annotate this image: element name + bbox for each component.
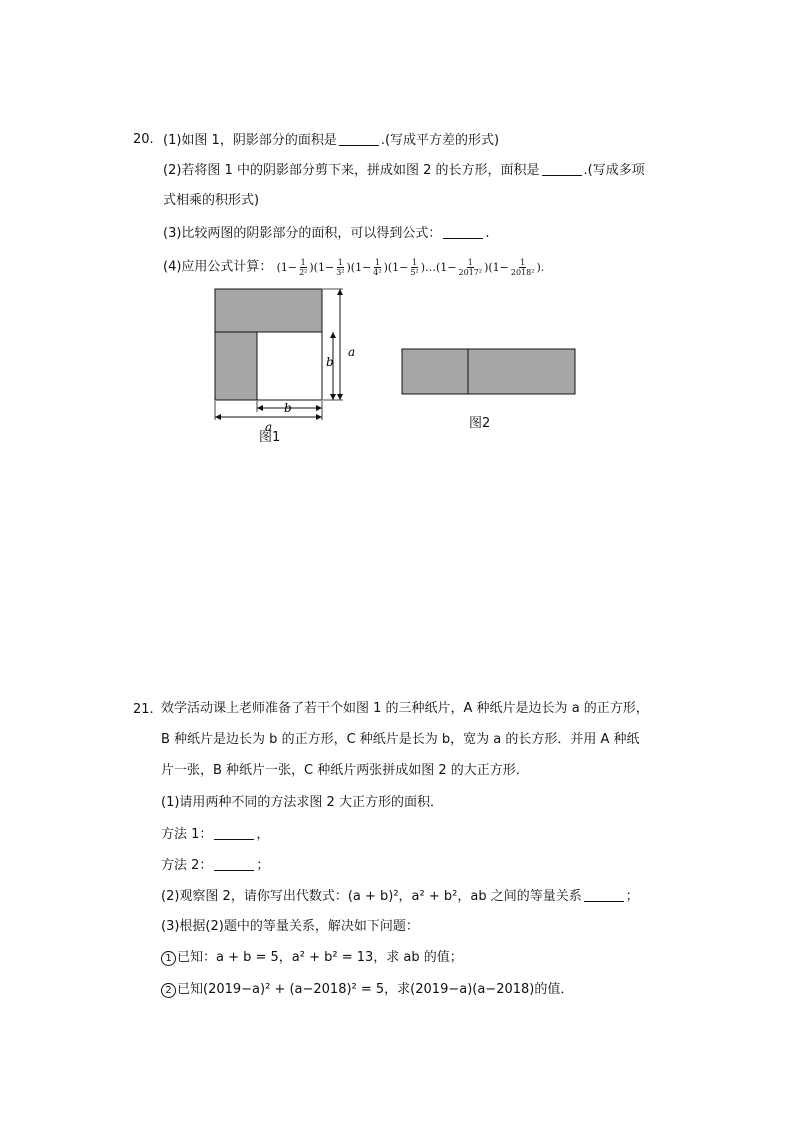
q20-part2-text: (2)若将图 1 中的阴影部分剪下来，拼成如图 2 的长方形，面积是: [163, 163, 540, 178]
circled-number-2: 2: [161, 983, 176, 998]
factor-close: ): [309, 260, 314, 274]
label-b-right: b: [326, 355, 334, 369]
q20-line-4: [163, 224, 490, 243]
factor-open: (1−: [387, 260, 409, 274]
label-b-bottom: b: [284, 401, 292, 415]
arrowhead: [337, 394, 343, 400]
q21-line-7: [161, 887, 639, 906]
q21-part2-suffix: ；: [625, 889, 639, 904]
q21-line-10: [161, 981, 573, 999]
q20-part2-suffix: .(写成多项: [583, 163, 645, 178]
q21-line-5: [161, 825, 269, 844]
answer-blank[interactable]: [214, 856, 254, 871]
rect-left-part: [402, 349, 468, 394]
factor-open: (1−: [488, 260, 509, 274]
q21-line-1: [161, 700, 649, 718]
question-number-20: 20.: [133, 132, 154, 147]
answer-blank[interactable]: [584, 887, 624, 902]
q21-text-3: 片一张，B 种纸片一张，C 种纸片两张拼成如图 2 的大正方形．: [161, 763, 529, 778]
q21-line-3: [161, 762, 529, 780]
q21-text-1: 效学活动课上老师准备了若干个如图 1 的三种纸片，A 种纸片是边长为 a 的正方形，: [161, 701, 649, 716]
q21-text-2: B 种纸片是边长为 b 的正方形，C 种纸片是长为 b，宽为 a 的长方形．并用 A 种纸: [161, 732, 640, 747]
method-2-label: 方法 2：: [161, 858, 213, 873]
fraction-numerator: 1: [520, 258, 526, 267]
fraction-numerator: 1: [467, 258, 473, 267]
fraction: [335, 258, 345, 277]
factor-close: ): [346, 260, 351, 274]
fraction: [510, 258, 536, 277]
factor-close: ): [383, 260, 388, 274]
fraction-denominator: 2018²: [510, 268, 535, 277]
q20-line-5: [163, 258, 544, 277]
q20-part3-text: (3)比较两图的阴影部分的面积，可以得到公式：: [163, 226, 442, 241]
fraction-numerator: 1: [337, 258, 343, 267]
q21-line-9: [161, 949, 463, 967]
q21-line-6: [161, 856, 269, 875]
fraction-numerator: 1: [412, 258, 418, 267]
fraction-denominator: 2²: [299, 268, 308, 277]
method-2-suffix: ；: [256, 858, 270, 873]
arrowhead: [316, 414, 322, 420]
answer-blank[interactable]: [214, 825, 254, 840]
q21-subquestion-1: 已知：a + b = 5，a² + b² = 13，求 ab 的值；: [177, 950, 463, 965]
q21-part2-text: (2)观察图 2，请你写出代数式：(a + b)²，a² + b²，ab 之间的等量关系: [161, 889, 582, 904]
arrowhead: [330, 332, 336, 338]
answer-blank[interactable]: [339, 131, 379, 146]
fraction-numerator: 1: [300, 258, 306, 267]
figure-2-caption: 图2: [469, 416, 491, 431]
fraction: [409, 258, 419, 277]
label-a-bottom: a: [265, 420, 273, 434]
q20-part3-suffix: .: [485, 226, 490, 241]
factor-open: …(1−: [425, 260, 457, 274]
answer-blank[interactable]: [443, 224, 483, 239]
shaded-top-rect: [215, 289, 322, 332]
factor-close: ): [420, 260, 425, 274]
method-1-label: 方法 1：: [161, 827, 213, 842]
fraction: [298, 258, 308, 277]
fraction: [372, 258, 382, 277]
factor-open: (1−: [313, 260, 335, 274]
q20-part1-text: (1)如图 1，阴影部分的面积是: [163, 133, 337, 148]
factor-open: (1−: [276, 260, 298, 274]
fraction-denominator: 5²: [410, 268, 419, 277]
arrowhead: [337, 289, 343, 295]
arrowhead: [215, 414, 221, 420]
arrowhead: [330, 394, 336, 400]
label-a-right: a: [348, 345, 355, 359]
rect-right-part: [468, 349, 575, 394]
product-expression: [276, 258, 545, 277]
fraction: [458, 258, 484, 277]
fraction-denominator: 2017²: [458, 268, 483, 277]
q21-line-8: [161, 918, 419, 936]
shaded-left-rect: [215, 332, 257, 400]
q20-line-3: [163, 192, 259, 210]
q20-part4-text: (4)应用公式计算：: [163, 259, 273, 275]
fraction-denominator: 4²: [373, 268, 382, 277]
q21-part3-text: (3)根据(2)题中的等量关系，解决如下问题：: [161, 919, 419, 934]
arrowhead: [316, 405, 322, 411]
factor-close: ).: [536, 260, 545, 274]
circled-number-1: 1: [161, 951, 176, 966]
q21-line-4: [161, 794, 443, 812]
factor-close: ): [484, 260, 489, 274]
figure-1: [205, 285, 355, 445]
figure-2: [400, 348, 580, 398]
answer-blank[interactable]: [542, 161, 582, 176]
q20-line-2: [163, 161, 645, 180]
q20-line-1: [163, 131, 499, 150]
q21-part1-text: (1)请用两种不同的方法求图 2 大正方形的面积．: [161, 795, 443, 810]
q20-part2-cont: 式相乘的积形式): [163, 193, 260, 208]
method-1-suffix: ，: [256, 827, 270, 842]
fraction-denominator: 3²: [336, 268, 345, 277]
white-square: [257, 332, 322, 400]
question-number-21: 21.: [133, 702, 154, 717]
figure-1-caption: 图1: [259, 430, 281, 445]
q21-subquestion-2: 已知(2019−a)² + (a−2018)² = 5，求(2019−a)(a−2018)的值．: [177, 982, 574, 997]
arrowhead: [257, 405, 263, 411]
q21-line-2: [161, 731, 640, 749]
fraction-numerator: 1: [374, 258, 380, 267]
q20-part1-suffix: .(写成平方差的形式): [380, 133, 500, 148]
factor-open: (1−: [350, 260, 372, 274]
